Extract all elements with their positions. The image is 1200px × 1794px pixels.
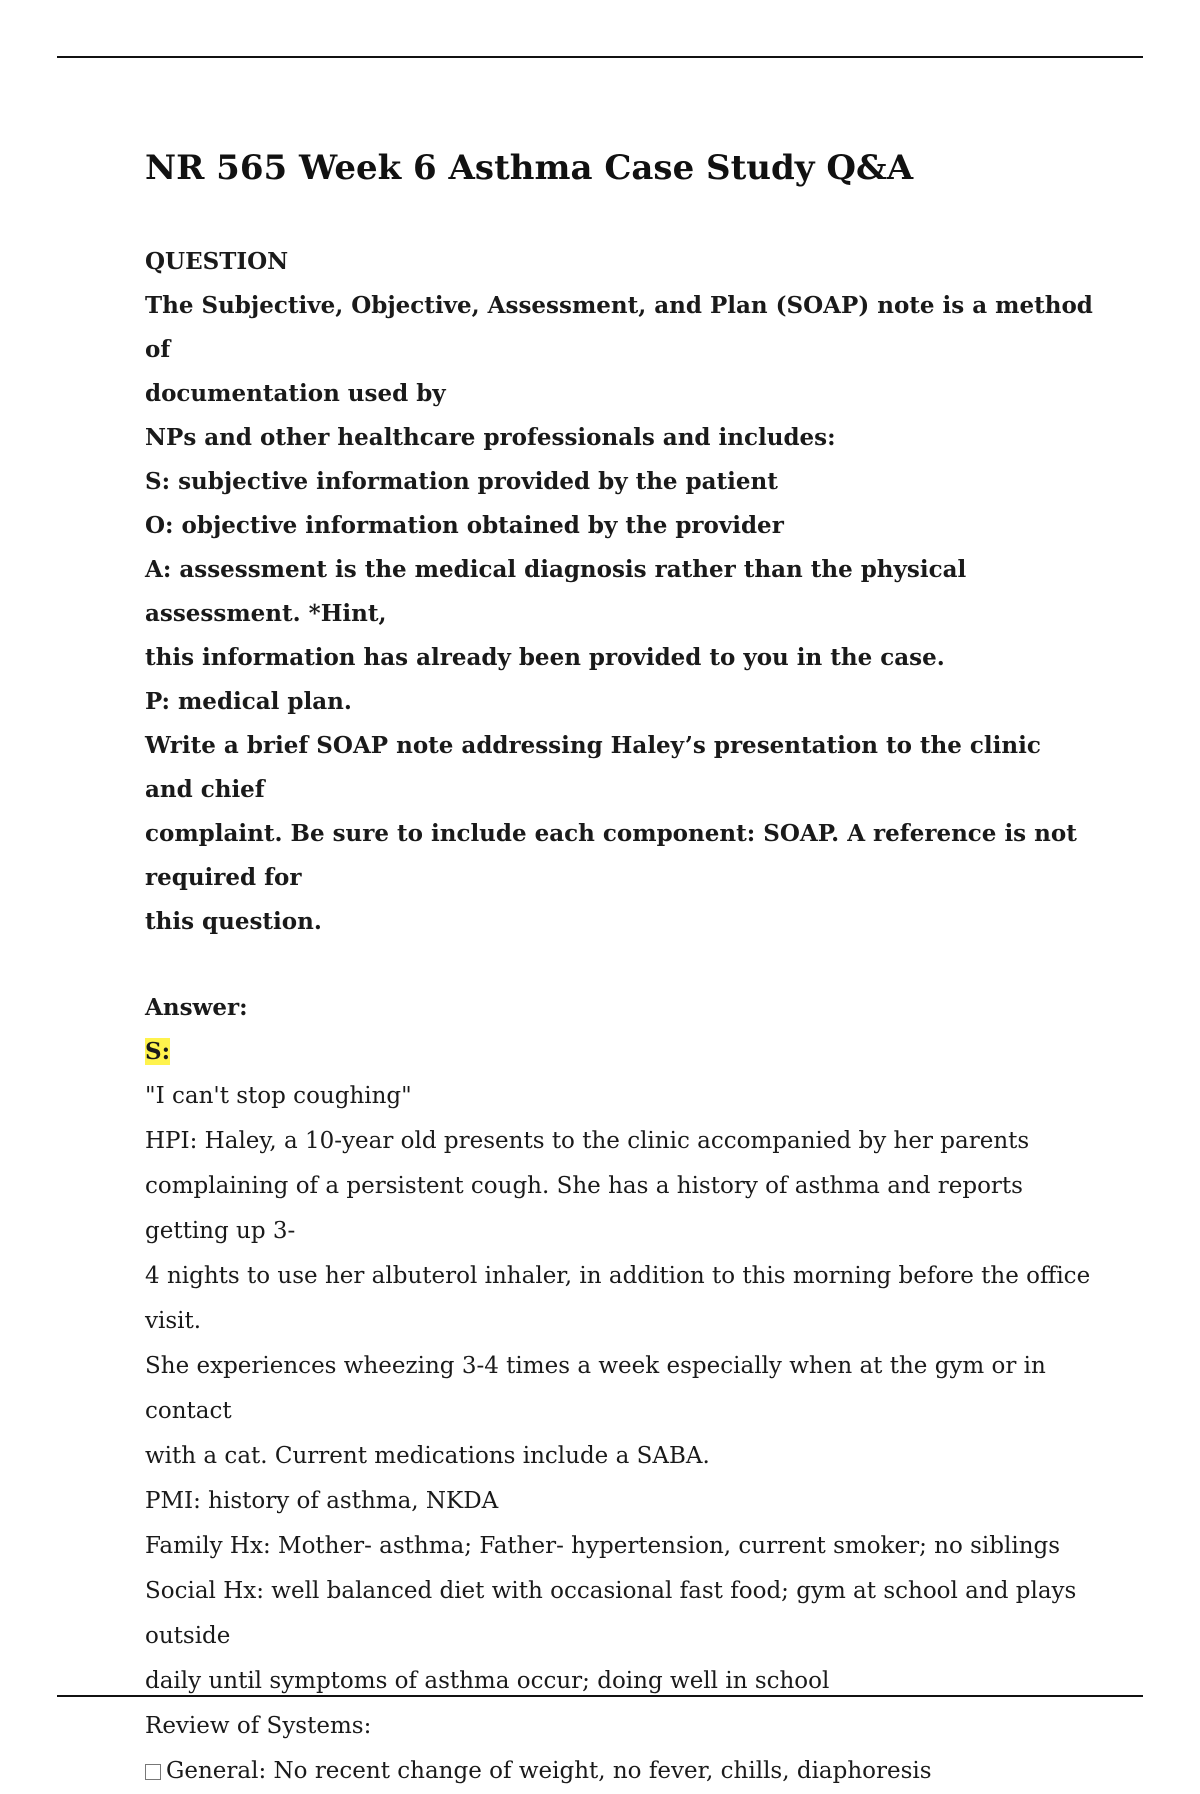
answer-line: "I can't stop coughing" — [145, 1083, 412, 1109]
answer-line: Social Hx: well balanced diet with occasional fast food; gym at school and plays outside — [145, 1578, 1077, 1649]
answer-line: Review of Systems: — [145, 1713, 372, 1739]
question-line: complaint. Be sure to include each component: SOAP. A reference is not required for — [145, 820, 1077, 891]
question-line: Write a brief SOAP note addressing Haley’s presentation to the clinic and chief — [145, 732, 1041, 803]
document-title: NR 565 Week 6 Asthma Case Study Q&A — [145, 148, 914, 188]
top-rule — [57, 56, 1143, 58]
question-heading: QUESTION — [145, 248, 289, 275]
question-line: this information has already been provided to you in the case. — [145, 644, 945, 671]
question-line: A: assessment is the medical diagnosis rather than the physical assessment. *Hint, — [145, 556, 967, 627]
question-line: this question. — [145, 908, 322, 935]
answer-line: complaining of a persistent cough. She has a history of asthma and reports getting up 3- — [145, 1173, 1023, 1244]
answer-line: daily until symptoms of asthma occur; doing well in school — [145, 1668, 830, 1694]
question-line: S: subjective information provided by the patient — [145, 468, 778, 495]
answer-heading: Answer: — [145, 994, 248, 1021]
ros-general-line — [145, 1749, 1095, 1794]
answer-line: PMI: history of asthma, NKDA — [145, 1488, 499, 1514]
question-line: P: medical plan. — [145, 688, 352, 715]
answer-line: with a cat. Current medications include a SABA. — [145, 1443, 710, 1469]
question-line: The Subjective, Objective, Assessment, and Plan (SOAP) note is a method of — [145, 292, 1093, 363]
answer-line: 4 nights to use her albuterol inhaler, in addition to this morning before the office visit. — [145, 1263, 1091, 1334]
question-line: NPs and other healthcare professionals and includes: — [145, 424, 836, 451]
bottom-rule — [57, 1695, 1143, 1697]
subjective-label-highlight: S: — [145, 1038, 171, 1065]
question-body — [145, 284, 1095, 944]
answer-line: Family Hx: Mother- asthma; Father- hypertension, current smoker; no siblings — [145, 1533, 1061, 1559]
question-line: documentation used by — [145, 380, 446, 407]
checkbox-icon — [145, 1764, 161, 1780]
answer-body — [145, 1074, 1095, 1794]
subjective-label — [145, 1030, 1095, 1074]
ros-general-text: General: No recent change of weight, no fever, chills, diaphoresis — [166, 1758, 932, 1784]
answer-line: HPI: Haley, a 10-year old presents to the clinic accompanied by her parents — [145, 1128, 1030, 1154]
answer-line: She experiences wheezing 3-4 times a week especially when at the gym or in contact — [145, 1353, 1046, 1424]
document-content — [145, 142, 1095, 1794]
question-line: O: objective information obtained by the provider — [145, 512, 784, 539]
